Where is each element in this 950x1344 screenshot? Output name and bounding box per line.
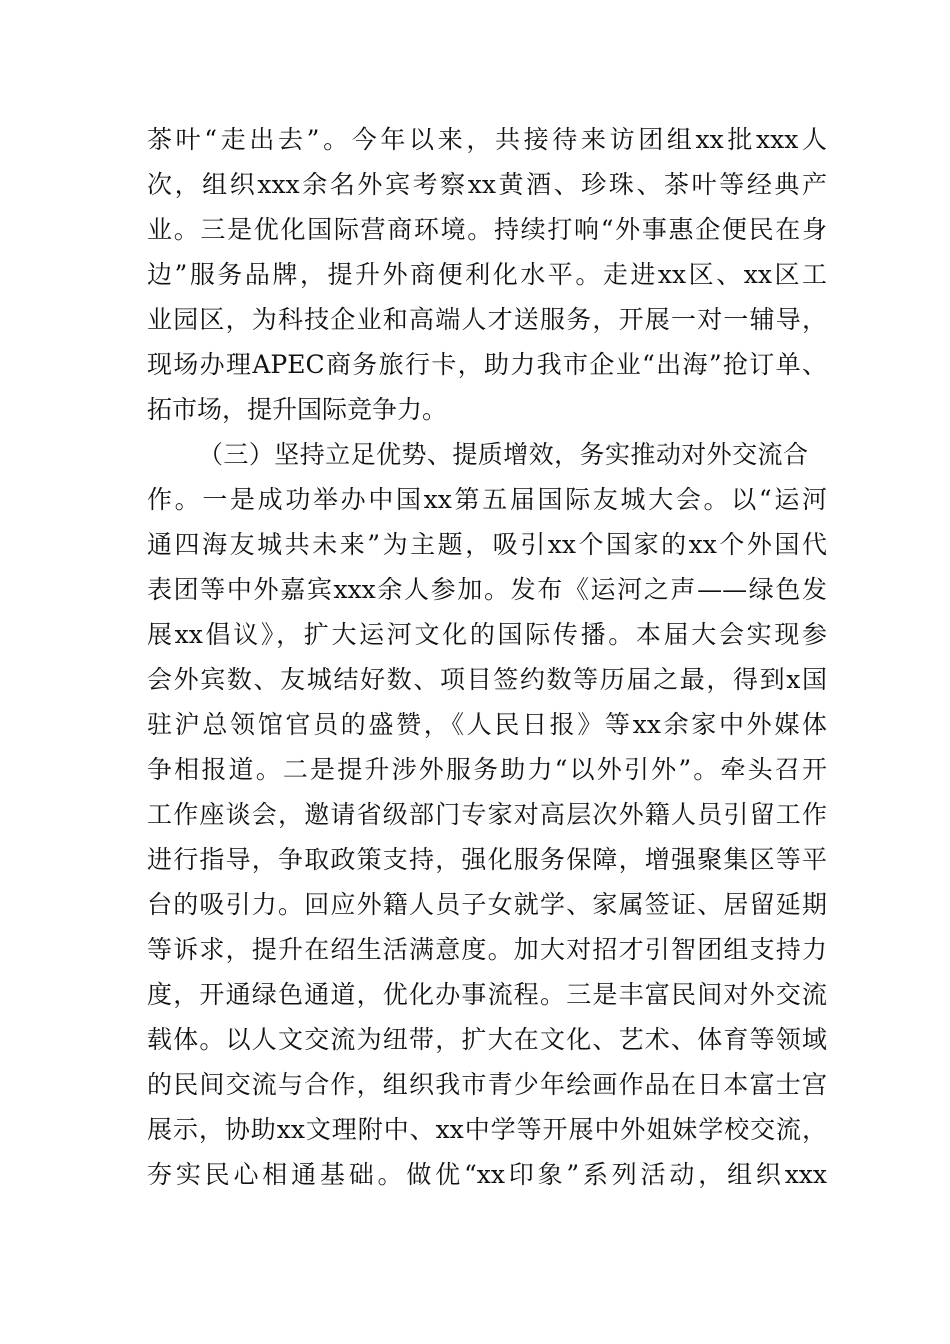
text-line-6: 现场办理APEC商务旅行卡，助力我市企业“出海”抢订单、: [147, 350, 827, 379]
text-line-3: 业。三是优化国际营商环境。持续打响“外事惠企便民在身: [147, 215, 827, 244]
text-line-13: 会外宾数、友城结好数、项目签约数等历届之最，得到x国: [147, 665, 827, 694]
text-line-1: 茶叶“走出去”。今年以来，共接待来访团组xx批xxx人: [147, 125, 827, 154]
text-line-23: 展示，协助xx文理附中、xx中学等开展中外姐妹学校交流，: [147, 1115, 827, 1144]
text-line-11: 表团等中外嘉宾xxx余人参加。发布《运河之声——绿色发: [147, 575, 827, 604]
text-line-15: 争相报道。二是提升涉外服务助力“以外引外”。牵头召开: [147, 755, 827, 784]
text-line-2: 次，组织xxx余名外宾考察xx黄酒、珍珠、茶叶等经典产: [147, 170, 827, 199]
text-line-4: 边”服务品牌，提升外商便利化水平。走进xx区、xx区工: [147, 260, 827, 289]
text-line-20: 度，开通绿色通道，优化办事流程。三是丰富民间对外交流: [147, 980, 827, 1009]
text-line-14: 驻沪总领馆官员的盛赞，《人民日报》等xx余家中外媒体: [147, 710, 827, 739]
text-line-18: 台的吸引力。回应外籍人员子女就学、家属签证、居留延期: [147, 890, 827, 919]
section-heading-line: （三）坚持立足优势、提质增效，务实推动对外交流合: [198, 440, 808, 469]
text-line-5: 业园区，为科技企业和高端人才送服务，开展一对一辅导，: [147, 305, 827, 334]
text-line-17: 进行指导，争取政策支持，强化服务保障，增强聚集区等平: [147, 845, 827, 874]
text-line-19: 等诉求，提升在绍生活满意度。加大对招才引智团组支持力: [147, 935, 827, 964]
text-line-21: 载体。以人文交流为纽带，扩大在文化、艺术、体育等领域: [147, 1025, 827, 1054]
text-line-10: 通四海友城共未来”为主题，吸引xx个国家的xx个外国代: [147, 530, 827, 559]
text-line-9: 作。一是成功举办中国xx第五届国际友城大会。以“运河: [147, 485, 827, 514]
text-line-7: 拓市场，提升国际竞争力。: [147, 395, 448, 424]
text-line-22: 的民间交流与合作，组织我市青少年绘画作品在日本富士宫: [147, 1070, 827, 1099]
text-line-16: 工作座谈会，邀请省级部门专家对高层次外籍人员引留工作: [147, 800, 827, 829]
text-line-24: 夯实民心相通基础。做优“xx印象”系列活动，组织xxx: [147, 1160, 827, 1189]
text-line-12: 展xx倡议》，扩大运河文化的国际传播。本届大会实现参: [147, 620, 827, 649]
